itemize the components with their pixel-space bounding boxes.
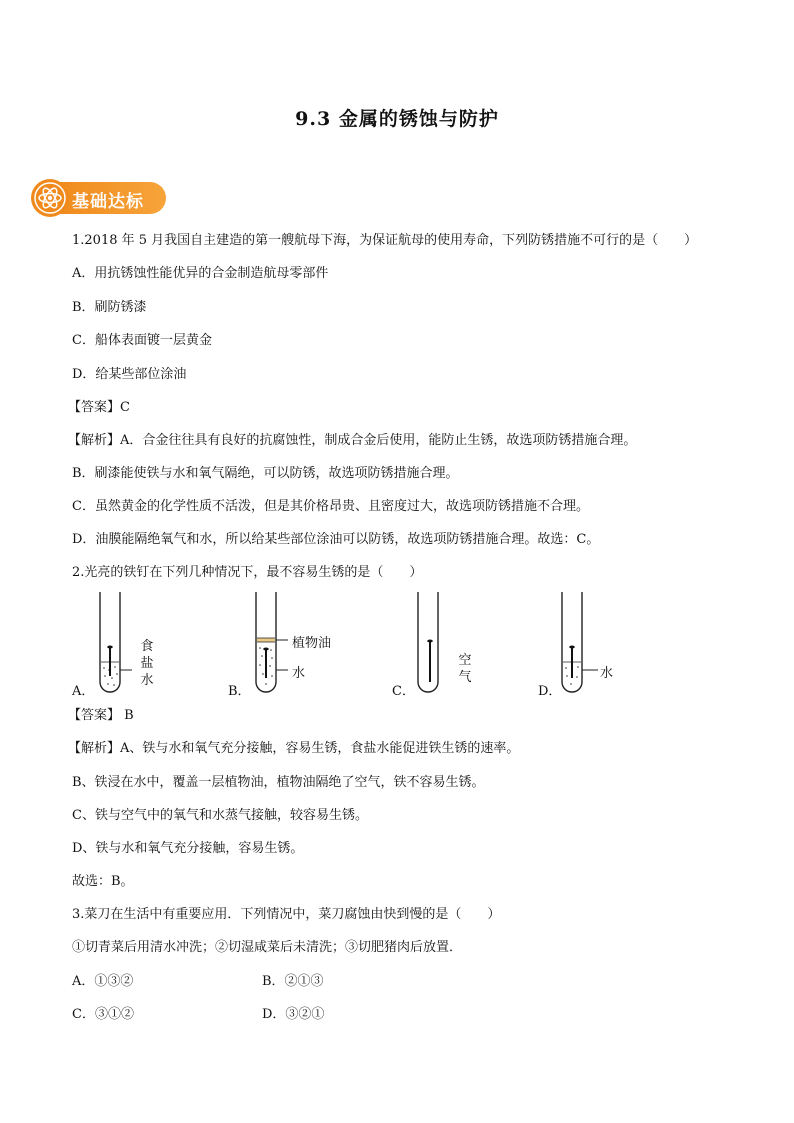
q2-analysis-line: 【解析】A、铁与水和氧气充分接触，容易生锈，食盐水能促进铁生锈的速率。: [68, 741, 520, 756]
q1-option-a: A．用抗锈蚀性能优异的合金制造航母零部件: [72, 266, 329, 281]
q2-stem: 2.光亮的铁钉在下列几种情况下，最不容易生锈的是（ ）: [72, 565, 423, 580]
tube-c-letter: C．: [392, 684, 415, 699]
q2-analysis-line: D、铁与水和氧气充分接触，容易生锈。: [72, 841, 304, 856]
tube-d-letter: D．: [538, 684, 562, 699]
q3-option-b: B．②①③: [262, 974, 324, 989]
q3-option-d: D．③②①: [262, 1007, 325, 1022]
q2-analysis-line: C、铁与空气中的氧气和水蒸气接触，较容易生锈。: [72, 808, 368, 823]
q1-analysis-line: B．刷漆能使铁与水和氧气隔绝，可以防锈，故选项防锈措施合理。: [72, 466, 459, 481]
q1-analysis-line: D．油膜能隔绝氧气和水，所以给某些部位涂油可以防锈，故选项防锈措施合理。故选：C。: [72, 532, 600, 547]
tube-a-label: 食盐水: [140, 639, 154, 688]
test-tube-a: [92, 590, 136, 698]
q3-option-a: A．①③②: [72, 974, 134, 989]
q3-stem: 3.菜刀在生活中有重要应用．下列情况中，菜刀腐蚀由快到慢的是（ ）: [72, 907, 501, 922]
q1-analysis-line: 【解析】A．合金往往具有良好的抗腐蚀性，制成合金后使用，能防止生锈，故选项防锈措施合理。: [68, 433, 637, 448]
q2-answer: 【答案】 B: [68, 708, 134, 723]
q1-answer: 【答案】C: [68, 400, 130, 415]
tube-a-letter: A．: [72, 684, 95, 699]
banner-label: 基础达标: [72, 192, 144, 212]
page-title: 9.3 金属的锈蚀与防护: [295, 108, 499, 130]
tube-d-label: 水: [600, 666, 614, 681]
test-tube-d: [554, 590, 604, 698]
q1-option-c: C．船体表面镀一层黄金: [72, 333, 212, 348]
q1-analysis-line: C．虽然黄金的化学性质不活泼，但是其价格昂贵、且密度过大，故选项防锈措施不合理。: [72, 499, 589, 514]
q2-analysis-line: B、铁浸在水中，覆盖一层植物油，植物油隔绝了空气，铁不容易生锈。: [72, 775, 485, 790]
tube-b-oil-label: 植物油: [292, 636, 332, 651]
q1-stem: 1.2018 年 5 月我国自主建造的第一艘航母下海，为保证航母的使用寿命，下列防锈措施不可行的是（ ）: [72, 233, 698, 248]
q3-option-c: C．③①②: [72, 1007, 134, 1022]
atom-icon: [30, 178, 70, 218]
test-tube-b: [248, 590, 292, 698]
tube-b-letter: B．: [228, 684, 251, 699]
q1-option-d: D．给某些部位涂油: [72, 367, 187, 382]
q1-option-b: B．刷防锈漆: [72, 300, 147, 315]
q2-analysis-line: 故选：B。: [72, 874, 134, 889]
test-tube-c: [410, 590, 454, 698]
tube-b-water-label: 水: [292, 666, 306, 681]
tube-c-label: 空气: [458, 653, 472, 685]
q3-conditions: ①切青菜后用清水冲洗；②切湿咸菜后未清洗；③切肥猪肉后放置．: [72, 940, 463, 955]
section-banner: [30, 178, 170, 218]
